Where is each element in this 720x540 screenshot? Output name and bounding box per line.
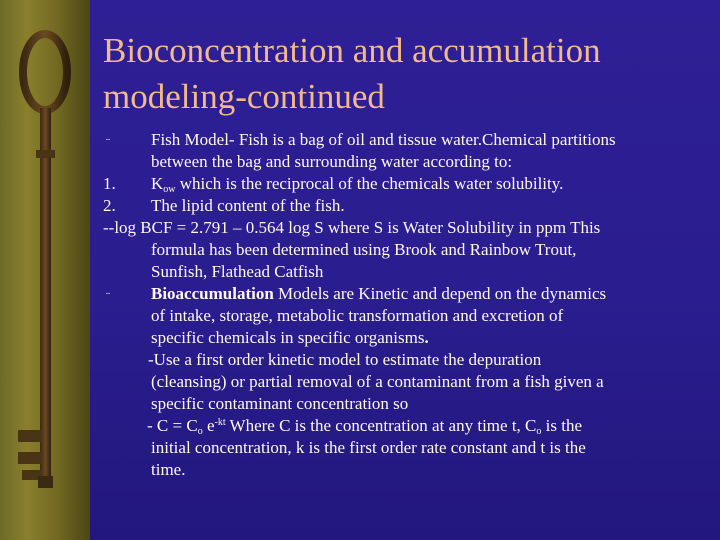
bcf-formula-line-3: Sunfish, Flathead Catfish xyxy=(151,262,324,281)
bcf-formula-line-2: formula has been determined using Brook and Rainbow Trout, xyxy=(151,240,577,259)
equation-line-1: - $C = C_o$ $e^{-kt}$ Where C is the concentration at any time t, $C_o$ is the xyxy=(147,416,582,437)
bioaccumulation-line-3: specific chemicals in specific organisms. xyxy=(151,328,429,347)
equation-line-2: initial concentration, k is the first order rate constant and t is the xyxy=(151,438,586,457)
equation-line-3: time. xyxy=(151,460,186,479)
list-marker-1: 1. xyxy=(103,174,116,193)
list-item-2: 2. The lipid content of the fish. xyxy=(103,196,345,215)
slide-title xyxy=(103,28,703,120)
title-line-2: modeling-continued xyxy=(103,77,385,116)
kinetic-line-1: -Use a first order kinetic model to estimate the depuration xyxy=(148,350,542,369)
key-image xyxy=(0,0,90,540)
fish-model-line-2: between the bag and surrounding water according to: xyxy=(151,152,513,171)
list-item-1: 1. $K_{ow}$ which is the reciprocal of the chemicals water solubility. xyxy=(103,174,564,195)
kinetic-line-3: specific contaminant concentration so xyxy=(151,394,409,413)
bcf-formula-line-1: --log BCF = 2.791 – 0.564 log S where S is Water Solubility in ppm This xyxy=(103,218,601,237)
bioaccumulation-line-1: ¨ Bioaccumulation Models are Kinetic and depend on the dynamics xyxy=(103,283,708,305)
bullet-icon: ¨ xyxy=(106,135,110,149)
kinetic-line-2: (cleansing) or partial removal of a contaminant from a fish given a xyxy=(151,372,604,391)
slide-body xyxy=(103,129,708,481)
bullet-icon: ¨ xyxy=(106,289,110,303)
fish-model-line-1: ¨ Fish Model- Fish is a bag of oil and tissue water.Chemical partitions xyxy=(103,129,708,151)
list-marker-2: 2. xyxy=(103,196,116,215)
bioaccumulation-line-2: of intake, storage, metabolic transformation and excretion of xyxy=(151,306,564,325)
title-line-1: Bioconcentration and accumulation xyxy=(103,31,601,70)
key-icon xyxy=(0,0,90,540)
